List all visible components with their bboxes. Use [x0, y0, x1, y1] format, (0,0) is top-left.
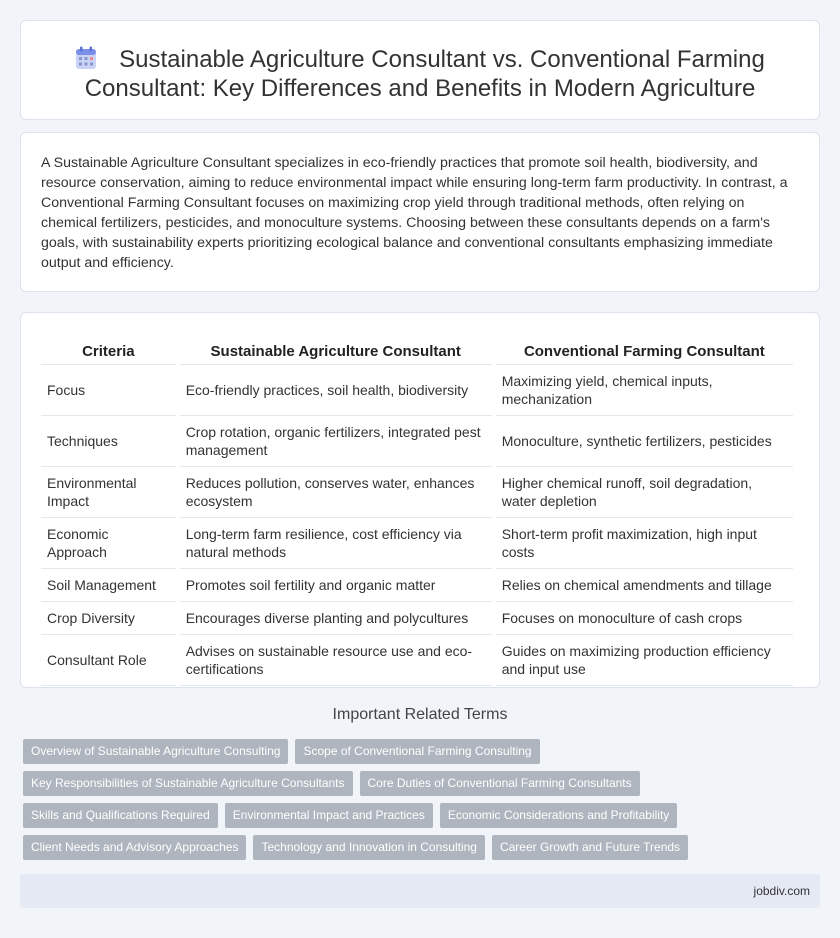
summary-text: A Sustainable Agriculture Consultant specializes in eco-friendly practices that promote soil health, biodiversity, and resource conservation, aiming to reduce environmental impact while ensuring long-term farm productivity. In contrast, a Conventional Farming Consultant focuses on maximizing crop yield through traditional methods, often relying on chemical fertilizers, pesticides, and monoculture systems. Choosing between these consultants depends on a farm's goals, with sustainability experts prioritizing ecological balance and conventional consultants emphasizing immediate output and efficiency.	[41, 155, 788, 271]
cell-criteria: Consultant Role	[41, 635, 176, 686]
title-card	[20, 20, 820, 120]
table-row	[41, 518, 793, 569]
cell-criteria: Crop Diversity	[41, 602, 176, 635]
table-row	[41, 365, 793, 416]
cell-criteria: Focus	[41, 365, 176, 416]
cell-criteria: Techniques	[41, 416, 176, 467]
cell-sustainable: Long-term farm resilience, cost efficiency via natural methods	[180, 518, 492, 569]
related-term-tag[interactable]: Overview of Sustainable Agriculture Consulting	[23, 739, 288, 764]
page-title: Sustainable Agriculture Consultant vs. Conventional Farming Consultant: Key Differences and Benefits in Modern Agriculture	[84, 46, 765, 102]
comparison-table-card	[20, 312, 820, 688]
related-term-tag[interactable]: Career Growth and Future Trends	[492, 835, 688, 860]
cell-sustainable: Crop rotation, organic fertilizers, integrated pest management	[180, 416, 492, 467]
related-term-tag[interactable]: Scope of Conventional Farming Consulting	[295, 739, 539, 764]
cell-conventional: Relies on chemical amendments and tillage	[496, 569, 793, 602]
table-row	[41, 416, 793, 467]
cell-sustainable: Eco-friendly practices, soil health, biodiversity	[180, 365, 492, 416]
related-term-tag[interactable]: Technology and Innovation in Consulting	[253, 835, 484, 860]
header-conventional: Conventional Farming Consultant	[496, 333, 793, 365]
table-row	[41, 569, 793, 602]
cell-criteria: Economic Approach	[41, 518, 176, 569]
related-term-tag[interactable]: Key Responsibilities of Sustainable Agriculture Consultants	[23, 771, 353, 796]
comparison-table	[37, 333, 797, 686]
summary-card	[20, 132, 820, 292]
table-row	[41, 602, 793, 635]
tag-row	[23, 771, 640, 796]
tag-row	[23, 739, 540, 764]
footer	[20, 874, 820, 908]
header-sustainable: Sustainable Agriculture Consultant	[180, 333, 492, 365]
table-row	[41, 635, 793, 686]
calendar-icon	[75, 46, 97, 70]
page-title-wrap	[21, 45, 819, 103]
cell-sustainable: Advises on sustainable resource use and eco-certifications	[180, 635, 492, 686]
table-header-row	[41, 333, 793, 365]
cell-conventional: Guides on maximizing production efficiency and input use	[496, 635, 793, 686]
related-term-tag[interactable]: Economic Considerations and Profitability	[440, 803, 677, 828]
cell-criteria: Environmental Impact	[41, 467, 176, 518]
cell-criteria: Soil Management	[41, 569, 176, 602]
footer-site-link[interactable]: jobdiv.com	[753, 884, 810, 898]
cell-sustainable: Promotes soil fertility and organic matter	[180, 569, 492, 602]
cell-conventional: Short-term profit maximization, high input costs	[496, 518, 793, 569]
related-term-tag[interactable]: Environmental Impact and Practices	[225, 803, 433, 828]
related-terms-heading: Important Related Terms	[332, 706, 508, 723]
cell-sustainable: Encourages diverse planting and polycultures	[180, 602, 492, 635]
related-term-tag[interactable]: Client Needs and Advisory Approaches	[23, 835, 246, 860]
header-criteria: Criteria	[41, 333, 176, 365]
related-term-tag[interactable]: Core Duties of Conventional Farming Consultants	[360, 771, 640, 796]
cell-conventional: Maximizing yield, chemical inputs, mechanization	[496, 365, 793, 416]
cell-sustainable: Reduces pollution, conserves water, enhances ecosystem	[180, 467, 492, 518]
table-row	[41, 467, 793, 518]
cell-conventional: Higher chemical runoff, soil degradation, water depletion	[496, 467, 793, 518]
cell-conventional: Monoculture, synthetic fertilizers, pesticides	[496, 416, 793, 467]
tag-row	[23, 803, 677, 828]
tag-row	[23, 835, 688, 860]
related-term-tag[interactable]: Skills and Qualifications Required	[23, 803, 218, 828]
cell-conventional: Focuses on monoculture of cash crops	[496, 602, 793, 635]
